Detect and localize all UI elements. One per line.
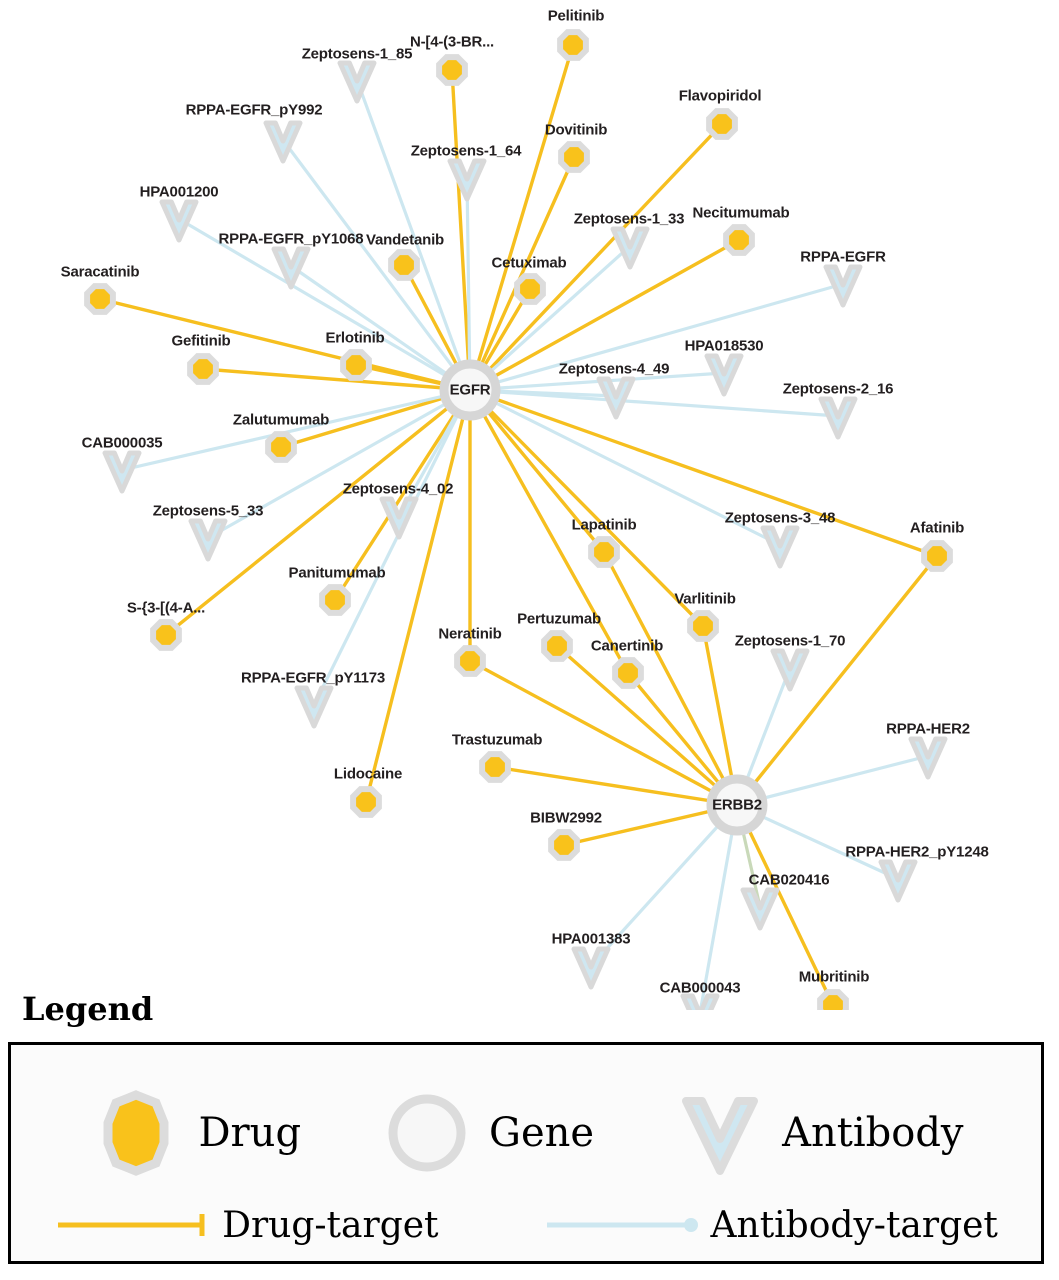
antibody-node-label: CAB000035 <box>81 434 163 452</box>
antibody-node[interactable] <box>763 528 797 566</box>
antibody-node-label: Zeptosens-1_33 <box>573 210 685 228</box>
antibody-node-label: Zeptosens-3_48 <box>724 509 836 527</box>
antibody-node-label: RPPA-HER2_pY1248 <box>845 843 989 861</box>
antibody-node-label: Zeptosens-1_70 <box>734 632 846 650</box>
antibody-node[interactable] <box>743 890 777 928</box>
drug-node[interactable] <box>190 356 216 382</box>
antibody-edge-icon <box>543 1210 703 1240</box>
drug-node[interactable] <box>690 613 716 639</box>
drug-node-label: Saracatinib <box>60 263 140 281</box>
drug-node-label: Flavopiridol <box>678 87 762 105</box>
drug-node[interactable] <box>726 227 752 253</box>
drug-node-label: S-{3-[(4-A... <box>126 599 206 617</box>
antibody-node-label: Zeptosens-1_85 <box>301 45 413 63</box>
antibody-node[interactable] <box>683 996 717 1010</box>
antibody-chevron-icon <box>672 1085 768 1181</box>
drug-node[interactable] <box>482 754 508 780</box>
drug-node-label: Pelitinib <box>547 7 605 25</box>
drug-node[interactable] <box>322 587 348 613</box>
legend-label-gene: Gene <box>489 1110 595 1156</box>
antibody-node-label: RPPA-EGFR_pY1068 <box>218 230 364 248</box>
drug-node[interactable] <box>153 622 179 648</box>
drug-node[interactable] <box>343 352 369 378</box>
drug-node[interactable] <box>709 111 735 137</box>
antibody-node[interactable] <box>773 651 807 689</box>
antibody-node-label: Zeptosens-1_64 <box>410 142 522 160</box>
legend-item-gene <box>379 1085 594 1181</box>
antibody-node-label: RPPA-EGFR_pY992 <box>185 101 323 119</box>
drug-node-label: Dovitinib <box>544 121 608 139</box>
legend-title: Legend <box>22 990 154 1028</box>
drug-node[interactable] <box>87 286 113 312</box>
legend-edge-drug-target <box>54 1205 438 1246</box>
antibody-node-label: Zeptosens-5_33 <box>152 502 264 520</box>
antibody-node-label: HPA001200 <box>139 183 219 201</box>
antibody-node-label: RPPA-EGFR <box>800 248 886 266</box>
drug-node[interactable] <box>924 543 950 569</box>
drug-node[interactable] <box>457 648 483 674</box>
drug-node-label: Neratinib <box>438 625 502 643</box>
antibody-node[interactable] <box>340 63 374 101</box>
antibody-node-label: HPA018530 <box>684 337 764 355</box>
antibody-node[interactable] <box>105 453 139 491</box>
drug-node-label: Varlitinib <box>674 590 736 608</box>
drug-node-label: Trastuzumab <box>451 731 543 749</box>
legend-label-drug: Drug <box>198 1110 302 1156</box>
gene-node-label: ERBB2 <box>712 796 762 814</box>
antibody-node-label: HPA001383 <box>551 930 631 948</box>
antibody-node[interactable] <box>881 862 915 900</box>
antibody-node[interactable] <box>613 229 647 267</box>
antibody-node[interactable] <box>162 202 196 240</box>
drug-octagon-icon <box>88 1085 184 1181</box>
antibody-node-label: CAB000043 <box>659 979 741 997</box>
drug-node[interactable] <box>391 252 417 278</box>
antibody-node-label: CAB020416 <box>748 871 830 889</box>
drug-node[interactable] <box>561 144 587 170</box>
legend-label-drug-target: Drug-target <box>222 1204 439 1246</box>
drug-node-label: BIBW2992 <box>530 809 602 827</box>
antibody-node-label: Zeptosens-4_49 <box>558 360 670 378</box>
antibody-node-label: RPPA-EGFR_pY1173 <box>240 669 386 687</box>
drug-node[interactable] <box>544 633 570 659</box>
legend-label-antibody: Antibody <box>782 1110 964 1156</box>
drug-node[interactable] <box>353 789 379 815</box>
drug-node-label: Necitumumab <box>692 204 790 222</box>
legend-edge-antibody-target <box>543 1205 998 1246</box>
legend-edges-row <box>11 1195 1041 1255</box>
legend-shapes-row <box>11 1083 1041 1183</box>
drug-node[interactable] <box>591 539 617 565</box>
antibody-node[interactable] <box>574 949 608 987</box>
antibody-node-label: Zeptosens-2_16 <box>782 380 894 398</box>
legend-item-antibody <box>672 1085 963 1181</box>
drug-node-label: Panitumumab <box>288 564 386 582</box>
drug-node-label: Pertuzumab <box>517 610 601 628</box>
drug-node-label: Zalutumumab <box>232 411 330 429</box>
antibody-node[interactable] <box>821 399 855 437</box>
drug-node[interactable] <box>268 434 294 460</box>
drug-node-label: Mubritinib <box>798 968 870 986</box>
drug-node-label: Cetuximab <box>491 254 567 272</box>
drug-node[interactable] <box>615 660 641 686</box>
drug-node[interactable] <box>820 992 846 1010</box>
drug-node-label: Gefitinib <box>171 332 231 350</box>
drug-node-label: Vandetanib <box>365 231 445 249</box>
drug-edge-icon <box>54 1210 214 1240</box>
antibody-node[interactable] <box>450 161 484 199</box>
drug-node-label: N-[4-(3-BR... <box>409 33 495 51</box>
legend-box <box>8 1042 1044 1264</box>
drug-node-label: Lidocaine <box>333 765 403 783</box>
antibody-node-label: RPPA-HER2 <box>886 720 970 738</box>
drug-node[interactable] <box>560 32 586 58</box>
drug-node-label: Afatinib <box>909 519 965 537</box>
antibody-node[interactable] <box>274 249 308 287</box>
legend-label-antibody-target: Antibody-target <box>710 1204 998 1246</box>
drug-node-label: Erlotinib <box>325 329 385 347</box>
drug-node[interactable] <box>439 57 465 83</box>
drug-node[interactable] <box>517 276 543 302</box>
drug-node-label: Canertinib <box>590 637 664 655</box>
drug-node-label: Lapatinib <box>571 516 637 534</box>
antibody-node[interactable] <box>191 521 225 559</box>
antibody-node-label: Zeptosens-4_02 <box>342 480 454 498</box>
antibody-node[interactable] <box>297 688 331 726</box>
gene-node-label: EGFR <box>449 381 491 399</box>
legend-item-drug <box>88 1085 301 1181</box>
gene-circle-icon <box>379 1085 475 1181</box>
drug-node[interactable] <box>551 832 577 858</box>
